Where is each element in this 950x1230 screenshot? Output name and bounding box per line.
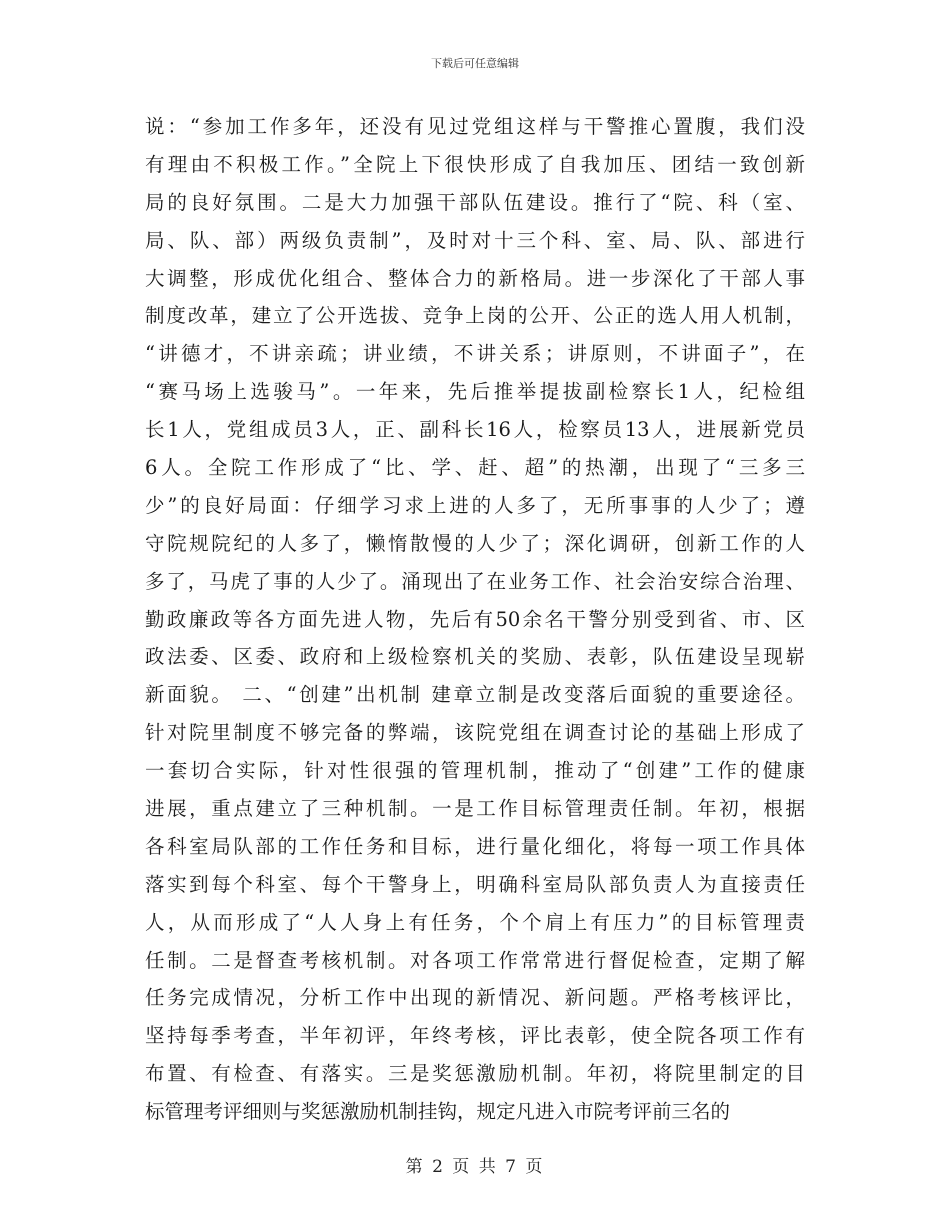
text-line: 落实到每个科室、每个干警身上，明确科室局队部负责人为直接责任 xyxy=(145,872,805,896)
text-line: “赛马场上选骏马”。一年来，先后推举提拔副检察长1人，纪检组 xyxy=(145,380,805,404)
text-line: 标管理考评细则与奖惩激励机制挂钩，规定凡进入市院考评前三名的 xyxy=(145,1100,731,1124)
text-line: 局的良好氛围。二是大力加强干部队伍建设。推行了“院、科（室、 xyxy=(145,190,805,214)
text-line: 政法委、区委、政府和上级检察机关的奖励、表彰，队伍建设呈现崭 xyxy=(145,645,805,669)
text-line: 布置、有检查、有落实。三是奖惩激励机制。年初，将院里制定的目 xyxy=(145,1062,805,1086)
text-line: 说：“参加工作多年，还没有见过党组这样与干警推心置腹，我们没 xyxy=(145,115,805,138)
text-line: 守院规院纪的人多了，懒惰散慢的人少了；深化调研，创新工作的人 xyxy=(145,531,805,555)
text-line: 6人。全院工作形成了“比、学、赶、超”的热潮，出现了“三多三 xyxy=(145,456,805,480)
text-line: 少”的良好局面：仔细学习求上进的人多了，无所事事的人少了；遵 xyxy=(145,493,805,517)
text-line: 长1人，党组成员3人，正、副科长16人，检察员13人，进展新党员 xyxy=(145,418,805,442)
text-line: 大调整，形成优化组合、整体合力的新格局。进一步深化了干部人事 xyxy=(145,266,805,290)
text-line: 有理由不积极工作。”全院上下很快形成了自我加压、团结一致创新 xyxy=(145,152,805,176)
text-line: 局、队、部）两级负责制”，及时对十三个科、室、局、队、部进行 xyxy=(145,228,805,252)
text-line: “讲德才，不讲亲疏；讲业绩，不讲关系；讲原则，不讲面子”，在 xyxy=(145,342,805,366)
text-line: 勤政廉政等各方面先进人物，先后有50余名干警分别受到省、市、区 xyxy=(145,607,805,631)
text-line: 新面貌。 二、“创建”出机制 建章立制是改变落后面貌的重要途径。 xyxy=(145,683,805,707)
page-number-footer: 第 2 页 共 7 页 xyxy=(405,1157,545,1177)
page-header: 下载后可任意编辑 xyxy=(431,57,519,70)
text-line: 任制。二是督查考核机制。对各项工作常常进行督促检查，定期了解 xyxy=(145,948,805,972)
text-line: 针对院里制度不够完备的弊端，该院党组在调查讨论的基础上形成了 xyxy=(145,721,805,745)
text-line: 进展，重点建立了三种机制。一是工作目标管理责任制。年初，根据 xyxy=(145,797,805,821)
text-line: 多了，马虎了事的人少了。涌现出了在业务工作、社会治安综合治理、 xyxy=(145,569,805,593)
text-line: 坚持每季考查，半年初评，年终考核，评比表彰，使全院各项工作有 xyxy=(145,1024,805,1048)
document-body xyxy=(145,108,805,1131)
text-line: 制度改革，建立了公开选拔、竞争上岗的公开、公正的选人用人机制， xyxy=(145,304,805,328)
text-line: 人，从而形成了“人人身上有任务，个个肩上有压力”的目标管理责 xyxy=(145,910,805,934)
text-line: 各科室局队部的工作任务和目标，进行量化细化，将每一项工作具体 xyxy=(145,834,805,858)
text-line: 一套切合实际，针对性很强的管理机制，推动了“创建”工作的健康 xyxy=(145,759,805,783)
text-line: 任务完成情况，分析工作中出现的新情况、新问题。严格考核评比， xyxy=(145,986,805,1010)
